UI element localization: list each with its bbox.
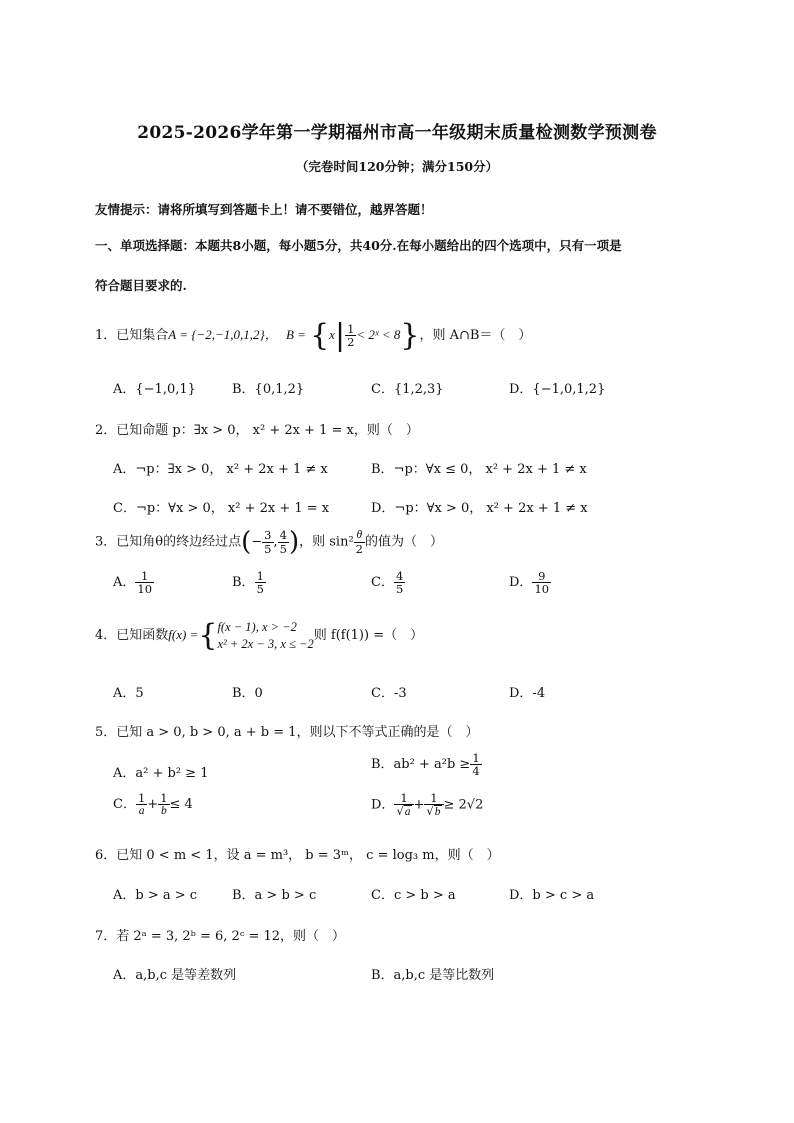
notice: 友情提示：请将所填写到答题卡上！请不要错位，越界答题！ (95, 202, 433, 217)
q4-option-b[interactable]: B．0 (232, 686, 263, 701)
q1-inequality: < 2ˣ < 8 (356, 327, 401, 342)
q3-half-angle: $\frac{\theta}{2}$ (355, 529, 363, 556)
q1-option-b[interactable]: B．{0,1,2} (232, 382, 305, 397)
q4-prefix: 4．已知函数 (95, 628, 169, 643)
q3-mid: ，则 sin² (299, 534, 354, 550)
q3-point-y: $\frac{4}{5}$ (279, 528, 287, 556)
q3-option-c[interactable]: C． $\frac{4}{5}$ (371, 569, 404, 597)
q3-option-b[interactable]: B． $\frac{1}{5}$ (232, 569, 264, 597)
question-4 (95, 618, 423, 653)
q1-option-d[interactable]: D．{−1,0,1,2} (509, 382, 606, 397)
brace-close-icon: } (400, 318, 420, 353)
q1-option-c[interactable]: C．{1,2,3} (371, 382, 444, 397)
q1-prefix: 1．已知集合 (95, 328, 169, 343)
q4-function-name: f(x) = (168, 627, 199, 642)
q6-option-c[interactable]: C．c > b > a (371, 888, 456, 903)
q4-option-a[interactable]: A．5 (113, 686, 144, 701)
question-6: 6．已知 0 < m < 1，设 a = m³， b = 3ᵐ， c = log₃ m，则（ ） (95, 848, 500, 863)
question-3: 3．已知角θ的终边经过点(− $\frac{3}{5}$ , $\frac{4}{5}$ )，则 sin² $\frac{\theta}{2}$ 的值为（ ） (95, 527, 444, 557)
q4-piecewise: f(x − 1), x > −2 x² + 2x − 3, x ≤ −2 (217, 619, 314, 651)
q5-option-b[interactable]: B．ab² + a²b ≥ $\frac{1}{4}$ (371, 751, 480, 779)
q2-option-a[interactable]: A．¬p：∃x > 0， x² + 2x + 1 ≠ x (113, 462, 328, 477)
question-1 (95, 318, 531, 353)
bar-icon: | (334, 318, 346, 353)
q5-option-c[interactable]: C． $\frac{1}{a}$ + $\frac{1}{b}$ ≤ 4 (113, 791, 193, 818)
q1-option-a[interactable]: A．{−1,0,1} (113, 382, 196, 397)
question-7: 7．若 2ᵃ = 3, 2ᵇ = 6, 2ᶜ = 12，则（ ） (95, 929, 346, 944)
q3-option-d[interactable]: D． $\frac{9}{10}$ (509, 569, 550, 597)
q1-set-b-label: B = (285, 327, 306, 342)
q1-fraction: $\frac{1}{2}$ (347, 321, 355, 349)
q4-option-d[interactable]: D．-4 (509, 686, 546, 701)
q4-suffix: 则 f(f(1)) =（ ） (313, 628, 424, 643)
paren-open-icon: ( (241, 527, 252, 557)
q3-prefix: 3．已知角θ的终边经过点 (95, 534, 242, 550)
q6-option-b[interactable]: B．a > b > c (232, 888, 317, 903)
q3-point-x: $\frac{3}{5}$ (264, 528, 272, 556)
q6-option-a[interactable]: A．b > a > c (113, 888, 198, 903)
q7-option-a[interactable]: A．a,b,c 是等差数列 (113, 968, 237, 983)
section-heading-cont: 符合题目要求的. (95, 278, 187, 293)
section-heading: 一、单项选择题：本题共8小题，每小题5分，共40分.在每小题给出的四个选项中，只有一项是 (95, 238, 622, 253)
q7-option-b[interactable]: B．a,b,c 是等比数列 (371, 968, 495, 983)
q1-set-a: A = {−2,−1,0,1,2}， (168, 327, 278, 342)
paren-close-icon: ) (288, 527, 300, 557)
q6-option-d[interactable]: D．b > c > a (509, 888, 595, 903)
q4-option-c[interactable]: C．-3 (371, 686, 407, 701)
q5-option-a[interactable]: A．a² + b² ≥ 1 (113, 766, 209, 781)
q2-option-b[interactable]: B．¬p：∀x ≤ 0， x² + 2x + 1 ≠ x (371, 462, 587, 477)
brace-open-icon: { (198, 618, 218, 653)
brace-open-icon: { (310, 318, 330, 353)
q1-suffix: ，则 A∩B＝（ ） (419, 328, 532, 343)
q3-suffix: 的值为（ ） (365, 534, 444, 550)
q1-set-b-var: x (329, 327, 335, 342)
q2-option-c[interactable]: C．¬p：∀x > 0， x² + 2x + 1 = x (113, 501, 330, 516)
q5-option-d[interactable]: D． $\frac{1}{√a}$ + $\frac{1}{√b}$ ≥ 2√2 (371, 791, 484, 819)
question-2: 2．已知命题 p：∃x > 0， x² + 2x + 1 = x，则（ ） (95, 423, 419, 438)
q2-option-d[interactable]: D．¬p：∀x > 0， x² + 2x + 1 ≠ x (371, 501, 588, 516)
question-5: 5．已知 a > 0, b > 0, a + b = 1，则以下不等式正确的是（ ） (95, 725, 479, 740)
exam-info: （完卷时间120分钟；满分150分） (295, 159, 499, 174)
page-title: 2025-2026学年第一学期福州市高一年级期末质量检测数学预测卷 (137, 123, 657, 143)
q3-option-a[interactable]: A． $\frac{1}{10}$ (113, 569, 153, 597)
